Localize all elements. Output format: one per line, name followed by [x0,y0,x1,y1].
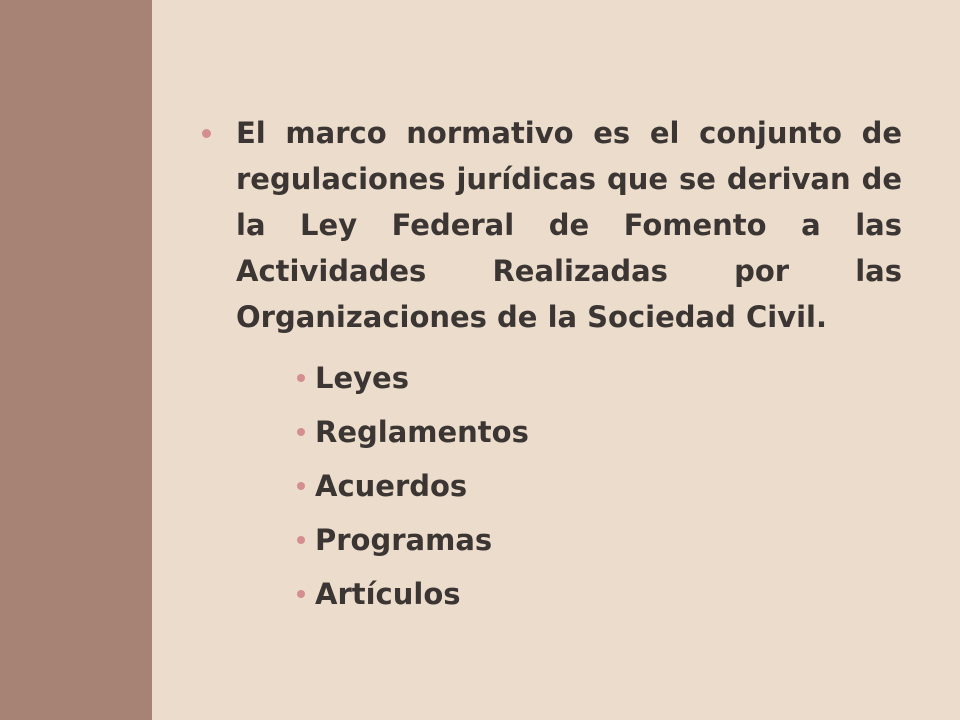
list-item-label: Leyes [315,361,409,395]
bullet-icon [297,536,305,544]
bullet-icon [297,482,305,490]
bullet-icon [202,129,211,138]
list-item [297,405,912,459]
list-item-label: Programas [315,523,493,557]
list-item-label: Acuerdos [315,469,468,503]
bullet-icon [297,590,305,598]
list-item-label: Artículos [315,577,461,611]
sub-list [196,351,912,621]
list-item [297,513,912,567]
side-band [0,0,152,720]
list-item [297,459,912,513]
main-paragraph: El marco normativo es el conjunto de regulaciones jurídicas que se derivan de la Ley Federal de Fomento a las Actividades Realizadas por las Organizaciones de la Sociedad Civil. [236,116,902,334]
list-item-label: Reglamentos [315,415,529,449]
main-bullet [196,110,912,340]
slide-content [196,110,912,621]
bullet-icon [297,374,305,382]
bullet-icon [297,428,305,436]
list-item [297,351,912,405]
list-item [297,567,912,621]
